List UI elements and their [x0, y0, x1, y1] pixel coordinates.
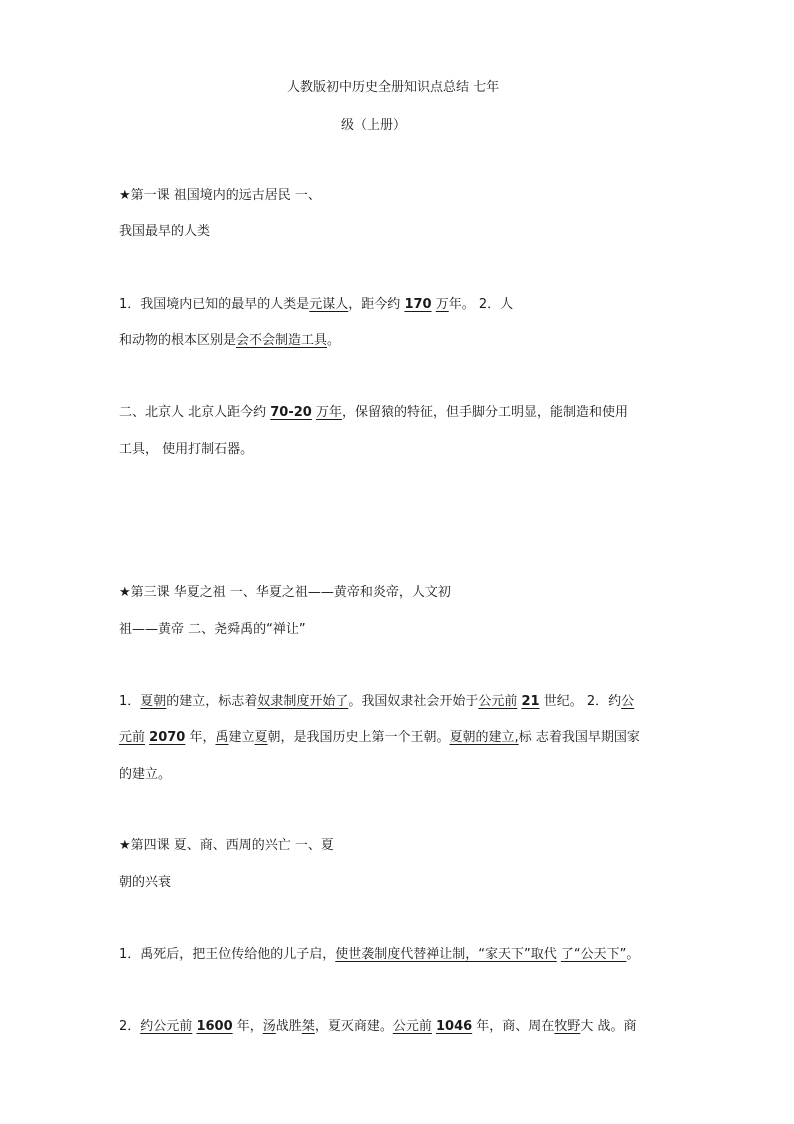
underlined-term: 万: [435, 297, 449, 312]
underlined-term: 禹: [215, 730, 229, 745]
lesson1-paragraph-2: 和动物的根本区别是会不会制造工具。: [119, 333, 341, 348]
underlined-term: 牧野: [554, 1019, 581, 1034]
underlined-term: 约公元前: [140, 1019, 193, 1034]
underlined-term: 公: [621, 694, 635, 709]
underlined-term: 夏: [254, 730, 268, 745]
underlined-term: 了“公天下”: [560, 947, 627, 962]
bold-number: 70-20: [270, 405, 312, 420]
bold-number: 21: [521, 694, 540, 709]
underlined-term: 桀: [301, 1019, 315, 1034]
underlined-term: 元前: [119, 730, 146, 745]
lesson3-heading: ★第三课 华夏之祖 一、华夏之祖——黄帝和炎帝，人文初: [119, 585, 451, 600]
underlined-term: 公元前: [392, 1019, 432, 1034]
lesson3-paragraph-1: 1．夏朝的建立，标志着奴隶制度开始了。我国奴隶社会开始于公元前 21 世纪。 2．约公: [119, 694, 635, 709]
underlined-term: 万年: [315, 405, 342, 420]
lesson3-subheading: 祖——黄帝 二、尧舜禹的“禅让”: [119, 622, 306, 637]
underlined-term: 汤: [262, 1019, 276, 1034]
title-line-1: 人教版初中历史全册知识点总结 七年: [287, 80, 500, 95]
title-line-2: 级（上册）: [341, 118, 407, 133]
lesson3-paragraph-2: 元前 2070 年，禹建立夏朝，是我国历史上第一个王朝。夏朝的建立,标 志着我国早期国家: [119, 730, 640, 745]
underlined-term: 夏朝: [140, 694, 167, 709]
lesson1-paragraph-1: 1．我国境内已知的最早的人类是元谋人，距今约 170 万年。 2．人: [119, 297, 514, 312]
underlined-term: 使世袭制度代替禅让制，“家天下”取代: [335, 947, 557, 962]
lesson4-subheading: 朝的兴衰: [119, 875, 172, 890]
bold-number: 1046: [435, 1019, 473, 1034]
lesson4-paragraph-1: 1．禹死后，把王位传给他的儿子启，使世袭制度代替禅让制，“家天下”取代 了“公天下”。: [119, 947, 640, 962]
bold-number: 1600: [196, 1019, 233, 1034]
bold-number: 170: [404, 297, 432, 312]
bold-number: 2070: [149, 730, 186, 745]
lesson1-heading: ★第一课 祖国境内的远古居民 一、: [119, 188, 321, 203]
underlined-term: 奴隶制度开始了: [257, 694, 349, 709]
underlined-term: 会不会制造工具: [236, 333, 328, 348]
underlined-term: 夏朝的建立,: [449, 730, 519, 745]
lesson1-subheading: 我国最早的人类: [119, 224, 211, 239]
lesson4-heading: ★第四课 夏、商、西周的兴亡 一、夏: [119, 838, 334, 853]
lesson4-paragraph-2: 2．约公元前 1600 年，汤战胜桀，夏灭商建。公元前 1046 年，商、周在牧野大 战。商: [119, 1019, 637, 1034]
underlined-term: 公元前: [478, 694, 518, 709]
underlined-term: 元谋人: [309, 297, 349, 312]
lesson1-paragraph-3: 二、北京人 北京人距今约 70-20 万年，保留猿的特征，但手脚分工明显，能制造和使用: [119, 405, 629, 420]
lesson3-paragraph-3: 的建立。: [119, 767, 172, 782]
lesson1-paragraph-4: 工具， 使用打制石器。: [119, 442, 254, 457]
